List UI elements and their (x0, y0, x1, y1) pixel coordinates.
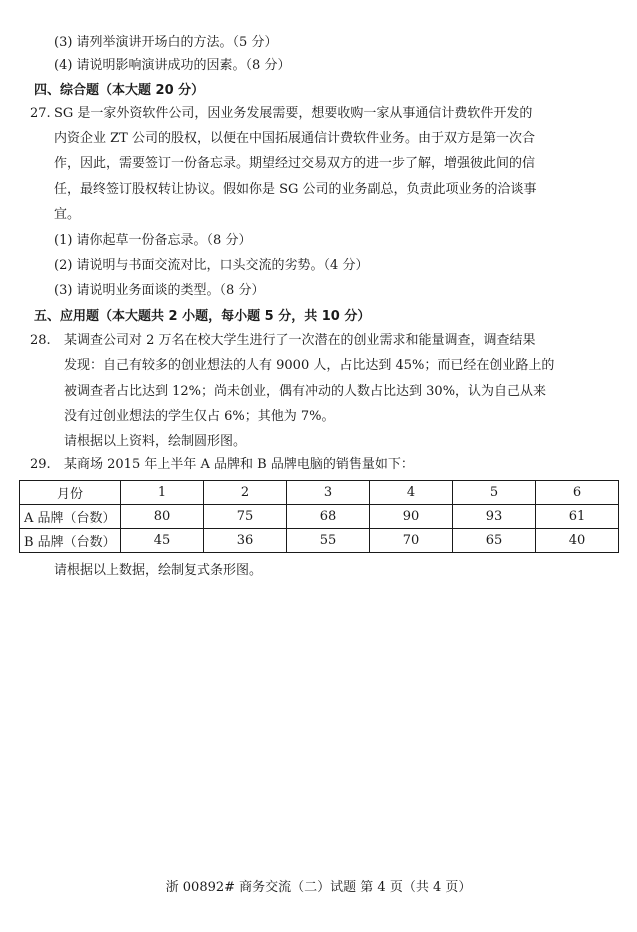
table-row-label: A 品牌（台数） (20, 505, 121, 529)
section-5-heading: 五、应用题（本大题共 2 小题，每小题 5 分，共 10 分） (34, 309, 371, 324)
table-cell: 70 (370, 529, 453, 553)
question-27-number: 27. (30, 106, 51, 121)
table-row-label: B 品牌（台数） (20, 529, 121, 553)
table-row (20, 529, 619, 553)
table-header-cell: 月份 (20, 481, 121, 505)
table-header-cell: 4 (370, 481, 453, 505)
question-28-text-line: 发现：自己有较多的创业想法的人有 9000 人，占比达到 45%；而已经在创业路上的 (64, 358, 555, 373)
table-row (20, 505, 619, 529)
sales-table (19, 480, 619, 553)
question-27-text-line: 任，最终签订股权转让协议。假如你是 SG 公司的业务副总，负责此项业务的洽谈事 (54, 182, 537, 197)
question-27-text-line: 内资企业 ZT 公司的股权，以便在中国拓展通信计费软件业务。由于双方是第一次合 (54, 131, 535, 146)
table-header-cell: 2 (204, 481, 287, 505)
table-cell: 36 (204, 529, 287, 553)
question-27-text-line: 作，因此，需要签订一份备忘录。期望经过交易双方的进一步了解，增强彼此间的信 (54, 156, 536, 171)
question-27-3: (3) 请说明业务面谈的类型。（8 分） (54, 283, 265, 298)
question-29-number: 29. (30, 457, 51, 472)
page-footer: 浙 00892# 商务交流（二）试题 第 4 页（共 4 页） (165, 880, 472, 895)
table-cell: 80 (121, 505, 204, 529)
section-4-heading: 四、综合题（本大题 20 分） (34, 83, 205, 98)
question-28-text-line: 某调查公司对 2 万名在校大学生进行了一次潜在的创业需求和能量调查，调查结果 (64, 333, 536, 348)
question-29-text: 某商场 2015 年上半年 A 品牌和 B 品牌电脑的销售量如下： (64, 457, 414, 472)
question-28-text-line: 被调查者占比达到 12%；尚未创业，偶有冲动的人数占比达到 30%，认为自己从来 (64, 384, 547, 399)
question-27-2: (2) 请说明与书面交流对比，口头交流的劣势。（4 分） (54, 258, 369, 273)
question-26-3: (3) 请列举演讲开场白的方法。（5 分） (54, 35, 278, 50)
table-cell: 61 (536, 505, 619, 529)
table-cell: 93 (453, 505, 536, 529)
table-cell: 90 (370, 505, 453, 529)
table-cell: 55 (287, 529, 370, 553)
table-cell: 45 (121, 529, 204, 553)
table-header-cell: 3 (287, 481, 370, 505)
question-26-4: (4) 请说明影响演讲成功的因素。（8 分） (54, 58, 291, 73)
question-27-text-line: 宜。 (54, 207, 81, 222)
question-28-text-line: 没有过创业想法的学生仅占 6%；其他为 7%。 (64, 409, 335, 424)
question-29-instruction: 请根据以上数据，绘制复式条形图。 (54, 563, 263, 578)
question-28-number: 28. (30, 333, 51, 348)
table-cell: 65 (453, 529, 536, 553)
table-header-row (20, 481, 619, 505)
table-cell: 40 (536, 529, 619, 553)
table-header-cell: 6 (536, 481, 619, 505)
table-header-cell: 5 (453, 481, 536, 505)
question-27-1: (1) 请你起草一份备忘录。（8 分） (54, 233, 252, 248)
question-27-text-line: SG 是一家外资软件公司，因业务发展需要，想要收购一家从事通信计费软件开发的 (54, 106, 533, 121)
question-28-instruction: 请根据以上资料，绘制圆形图。 (64, 434, 247, 449)
table-cell: 68 (287, 505, 370, 529)
table-cell: 75 (204, 505, 287, 529)
table-header-cell: 1 (121, 481, 204, 505)
